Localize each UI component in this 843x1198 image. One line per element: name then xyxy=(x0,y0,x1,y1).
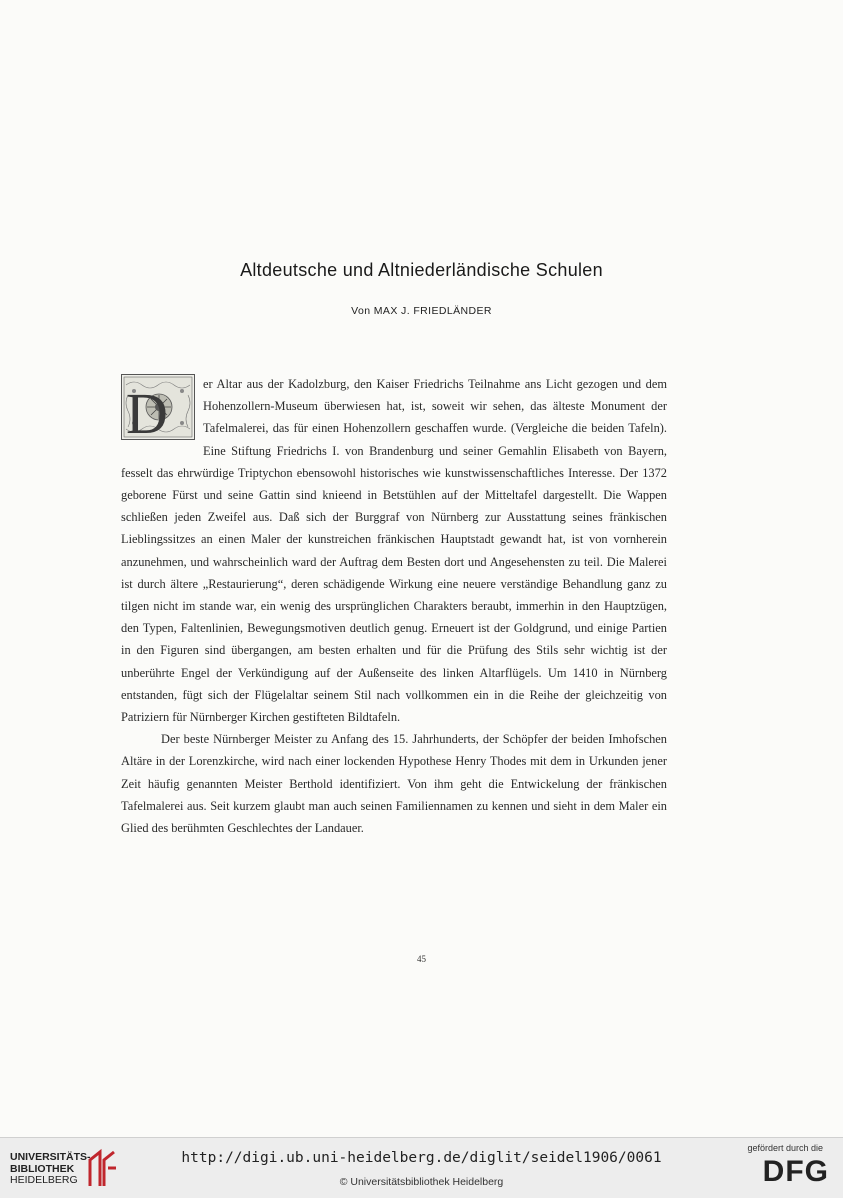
decorated-initial-d xyxy=(121,374,195,440)
footer-bar xyxy=(0,1137,843,1198)
ornament-icon xyxy=(122,375,194,439)
page-number: 45 xyxy=(417,954,426,964)
article-byline: Von MAX J. FRIEDLÄNDER xyxy=(351,305,492,317)
dfg-label: gefördert durch die xyxy=(747,1143,823,1153)
paragraph-1 xyxy=(121,373,667,728)
svg-text:D: D xyxy=(126,381,168,439)
library-line-1: UNIVERSITÄTS- xyxy=(10,1151,91,1163)
dfg-logo[interactable]: DFG xyxy=(762,1155,829,1188)
paragraph-1-text: er Altar aus der Kadolzburg, den Kaiser Friedrichs Teilnahme ans Licht gezogen und dem Hohenzollern-Museum überwiesen hat, ist, soweit wir sehen, das älteste Monument der Tafelmalerei, das für einen Hohenzollern geschaffen wurde. (Vergleiche die beiden Tafeln). Eine Stiftung Friedrichs I. von Brandenburg und seiner Gemahlin Elisabeth von Bayern, fesselt das ehrwürdige Triptychon ebensowohl historisches wie kunstwissenschaftliches Interesse. Der 1372 geborene Fürst und seine Gattin sind knieend in Betstühlen auf der Mitteltafel dargestellt. Die Wappen schließen jeden Zweifel aus. Daß sich der Burggraf von Nürnberg zur Ausstattung seines fränkischen Lieblingssitzes an einen Maler der kunstreichen fränkischen Hauptstadt gewandt hat, ist von vornherein anzunehmen, und wahrscheinlich ward der Auftrag dem Besten dort und Angesehensten zu teil. Die Malerei ist durch ältere „Restaurierung“, deren schädigende Wirkung eine neuere verständige Behandlung ganz zu tilgen nicht im stande war, ein wenig des ursprünglichen Charakters beraubt, immerhin in den Hauptzügen, den Typen, Faltenlinien, Bewegungsmotiven deutlich genug. Erneuert ist der Goldgrund, und einige Partien in den Figuren sind übergangen, am besten erhalten und für die Prüfung des Stils sehr wichtig ist der unberührte Engel der Verkündigung auf der Außenseite des linken Altarflügels. Um 1410 in Nürnberg entstanden, fügt sich der Flügelaltar seinem Stil nach vollkommen ein in die Reihe der gleichzeitig von Patriziern für Nürnberger Kirchen gestifteten Bildtafeln. xyxy=(121,377,667,725)
permalink-url[interactable]: http://digi.ub.uni-heidelberg.de/diglit/seidel1906/0061 xyxy=(181,1150,662,1166)
copyright-notice: © Universitätsbibliothek Heidelberg xyxy=(339,1176,504,1188)
library-line-2: BIBLIOTHEK xyxy=(10,1162,75,1175)
paragraph-2: Der beste Nürnberger Meister zu Anfang des 15. Jahrhunderts, der Schöpfer der beiden Imhofschen Altäre in der Lorenzkirche, wird nach einer lockenden Hypothese Henry Thodes mit dem in Urkunden jener Zeit häufig genannten Meister Berthold identifiziert. Von ihm geht die Entwickelung der fränkischen Tafelmalerei aus. Seit kurzem glaubt man auch seinen Familiennamen zu kennen und sieht in dem Maler ein Glied des berühmten Geschlechtes der Landauer. xyxy=(121,732,667,836)
library-line-3: HEIDELBERG xyxy=(10,1174,78,1186)
article-title: Altdeutsche und Altniederländische Schulen xyxy=(240,260,603,280)
article-body xyxy=(121,373,667,839)
